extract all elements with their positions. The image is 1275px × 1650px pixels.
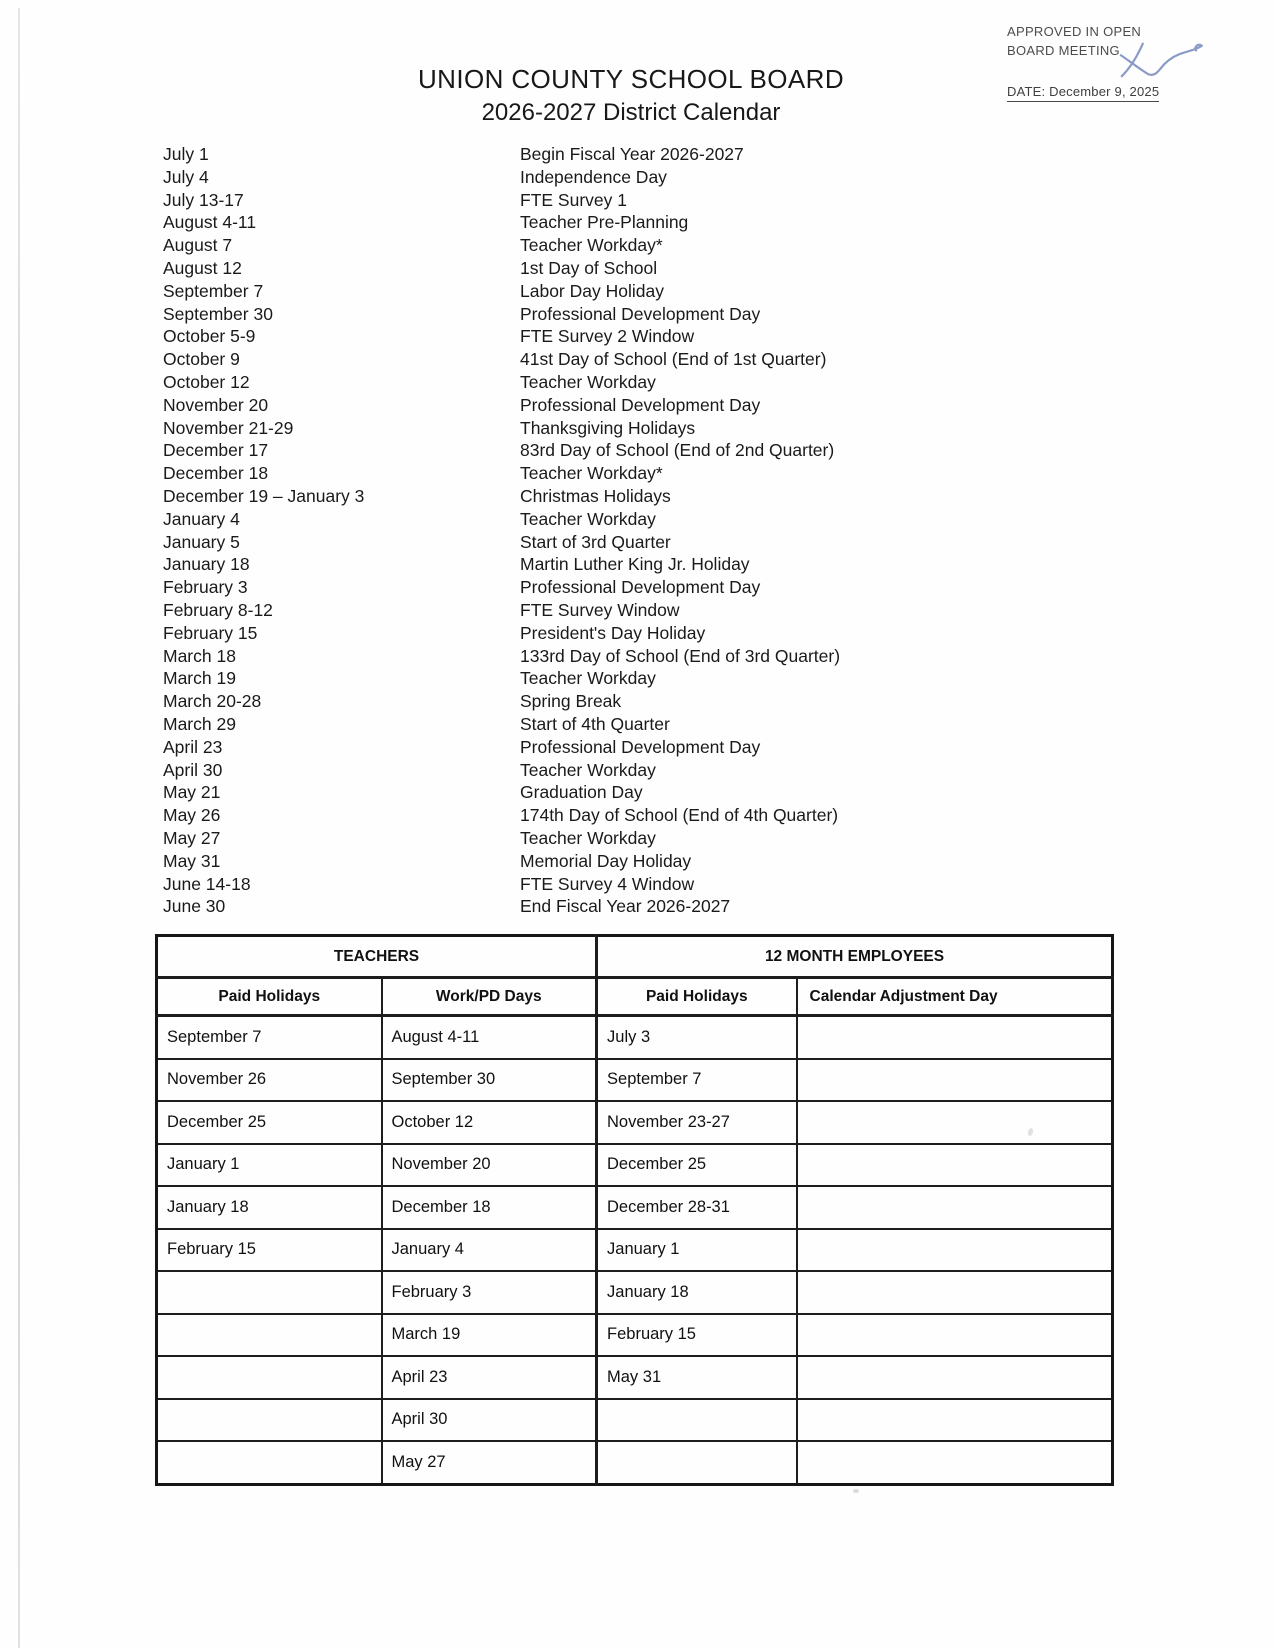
calendar-row (163, 622, 840, 645)
calendar-date: May 21 (163, 782, 221, 803)
calendar-row (163, 553, 840, 576)
calendar-event: Spring Break (520, 691, 622, 712)
calendar-event: 174th Day of School (End of 4th Quarter) (520, 805, 839, 826)
cell-12mo-paid-holiday: December 25 (597, 1144, 797, 1187)
cell-12mo-paid-holiday: December 28-31 (597, 1186, 797, 1229)
calendar-event: Begin Fiscal Year 2026-2027 (520, 144, 744, 164)
table-row (157, 1016, 1113, 1059)
calendar-event: Thanksgiving Holidays (520, 417, 696, 438)
calendar-date: May 31 (163, 850, 221, 871)
calendar-event: Martin Luther King Jr. Holiday (520, 554, 750, 575)
scan-speck-artifact (853, 1489, 859, 1493)
cell-calendar-adjustment-day (797, 1399, 1113, 1442)
calendar-event: 1st Day of School (520, 257, 658, 278)
calendar-event: 41st Day of School (End of 1st Quarter) (520, 349, 827, 370)
calendar-row (163, 736, 840, 759)
calendar-event: Professional Development Day (520, 736, 761, 757)
cell-teachers-work-pd-day: January 4 (382, 1229, 597, 1272)
col-header-work-pd-days: Work/PD Days (382, 978, 597, 1016)
calendar-event: Memorial Day Holiday (520, 850, 692, 871)
calendar-event: Professional Development Day (520, 577, 761, 598)
calendar-row (163, 827, 840, 850)
cell-teachers-work-pd-day: December 18 (382, 1186, 597, 1229)
scan-edge-artifact (18, 8, 20, 1648)
calendar-row (163, 143, 840, 166)
calendar-row (163, 394, 840, 417)
cell-12mo-paid-holiday: November 23-27 (597, 1101, 797, 1144)
calendar-row (163, 895, 840, 918)
table-group-teachers: TEACHERS (157, 936, 597, 978)
calendar-row (163, 257, 840, 280)
approval-date: DATE: December 9, 2025 (1007, 84, 1159, 102)
calendar-date: July 1 (163, 144, 209, 164)
calendar-date: July 13-17 (163, 189, 244, 210)
col-header-teachers-paid-holidays: Paid Holidays (157, 978, 382, 1016)
cell-calendar-adjustment-day (797, 1229, 1113, 1272)
calendar-event: Teacher Workday (520, 371, 656, 392)
table-column-header-row (157, 978, 1113, 1016)
cell-calendar-adjustment-day (797, 1101, 1113, 1144)
calendar-event: Christmas Holidays (520, 485, 671, 506)
cell-12mo-paid-holiday: May 31 (597, 1356, 797, 1399)
calendar-row (163, 873, 840, 896)
calendar-event: Teacher Workday* (520, 463, 663, 484)
calendar-event: 83rd Day of School (End of 2nd Quarter) (520, 440, 835, 461)
calendar-date: January 5 (163, 531, 240, 552)
cell-teachers-paid-holiday: December 25 (157, 1101, 382, 1144)
calendar-row (163, 417, 840, 440)
cell-teachers-paid-holiday (157, 1356, 382, 1399)
approval-line-2: BOARD MEETING (1007, 43, 1120, 58)
calendar-event: Start of 4th Quarter (520, 713, 670, 734)
calendar-date: November 21-29 (163, 417, 294, 438)
calendar-row (163, 804, 840, 827)
calendar-date: June 30 (163, 896, 226, 917)
table-row (157, 1144, 1113, 1187)
calendar-date: May 27 (163, 827, 221, 848)
calendar-event: President's Day Holiday (520, 622, 706, 643)
calendar-event: 133rd Day of School (End of 3rd Quarter) (520, 645, 841, 666)
calendar-event: Teacher Workday (520, 759, 656, 780)
document-title (0, 64, 1262, 127)
calendar-date: September 7 (163, 280, 264, 301)
cell-teachers-paid-holiday (157, 1399, 382, 1442)
table-row (157, 1271, 1113, 1314)
calendar-row (163, 576, 840, 599)
cell-12mo-paid-holiday: January 1 (597, 1229, 797, 1272)
cell-teachers-work-pd-day: November 20 (382, 1144, 597, 1187)
col-header-calendar-adjustment-day: Calendar Adjustment Day (797, 978, 1113, 1016)
calendar-event: FTE Survey 2 Window (520, 326, 695, 347)
calendar-date: March 20-28 (163, 691, 262, 712)
calendar-date: August 7 (163, 235, 233, 256)
calendar-event: Teacher Workday (520, 668, 656, 689)
cell-teachers-paid-holiday (157, 1314, 382, 1357)
calendar-row (163, 690, 840, 713)
cell-12mo-paid-holiday (597, 1441, 797, 1484)
calendar-event: Labor Day Holiday (520, 280, 664, 301)
cell-teachers-paid-holiday: February 15 (157, 1229, 382, 1272)
cell-calendar-adjustment-day (797, 1314, 1113, 1357)
table-row (157, 1399, 1113, 1442)
table-body (157, 1016, 1113, 1485)
calendar-row (163, 645, 840, 668)
cell-12mo-paid-holiday: September 7 (597, 1059, 797, 1102)
cell-teachers-paid-holiday (157, 1441, 382, 1484)
cell-teachers-work-pd-day: April 30 (382, 1399, 597, 1442)
calendar-date: August 4-11 (163, 212, 257, 233)
approval-line-1: APPROVED IN OPEN (1007, 24, 1142, 39)
calendar-event: FTE Survey 4 Window (520, 873, 695, 894)
calendar-row (163, 211, 840, 234)
calendar-event: Teacher Workday* (520, 235, 663, 256)
cell-teachers-work-pd-day: September 30 (382, 1059, 597, 1102)
calendar-row (163, 371, 840, 394)
cell-teachers-paid-holiday: January 18 (157, 1186, 382, 1229)
calendar-date: March 18 (163, 645, 236, 666)
table-row (157, 1186, 1113, 1229)
calendar-date: October 12 (163, 371, 250, 392)
calendar-date: January 18 (163, 554, 250, 575)
calendar-row (163, 189, 840, 212)
calendar-date: December 17 (163, 440, 269, 461)
calendar-date: August 12 (163, 257, 242, 278)
employee-days-table (155, 934, 1114, 1486)
cell-teachers-work-pd-day: August 4-11 (382, 1016, 597, 1059)
cell-12mo-paid-holiday: July 3 (597, 1016, 797, 1059)
calendar-event: Professional Development Day (520, 303, 761, 324)
cell-teachers-work-pd-day: February 3 (382, 1271, 597, 1314)
calendar-row (163, 508, 840, 531)
calendar-row (163, 348, 840, 371)
calendar-event: Start of 3rd Quarter (520, 531, 671, 552)
cell-teachers-paid-holiday: September 7 (157, 1016, 382, 1059)
calendar-date: April 23 (163, 736, 223, 757)
table-row (157, 1101, 1113, 1144)
col-header-12mo-paid-holidays: Paid Holidays (597, 978, 797, 1016)
calendar-date: October 5-9 (163, 326, 256, 347)
calendar-date: October 9 (163, 349, 240, 370)
table-group-header-row (157, 936, 1113, 978)
cell-12mo-paid-holiday: January 18 (597, 1271, 797, 1314)
calendar-date: February 15 (163, 622, 258, 643)
calendar-row (163, 531, 840, 554)
calendar-row (163, 325, 840, 348)
cell-teachers-work-pd-day: March 19 (382, 1314, 597, 1357)
calendar-row (163, 713, 840, 736)
calendar-row (163, 759, 840, 782)
cell-teachers-paid-holiday: January 1 (157, 1144, 382, 1187)
calendar-event: End Fiscal Year 2026-2027 (520, 896, 731, 917)
calendar-event: Teacher Workday (520, 508, 656, 529)
cell-teachers-paid-holiday (157, 1271, 382, 1314)
calendar-date: June 14-18 (163, 873, 251, 894)
calendar-row (163, 781, 840, 804)
calendar-row (163, 599, 840, 622)
title-line-1: UNION COUNTY SCHOOL BOARD (417, 64, 845, 94)
calendar-row (163, 667, 840, 690)
calendar-row (163, 850, 840, 873)
title-line-2: 2026-2027 District Calendar (481, 99, 781, 126)
calendar-list (163, 143, 840, 918)
calendar-date: March 19 (163, 668, 236, 689)
calendar-event: Teacher Workday (520, 827, 656, 848)
calendar-event: FTE Survey 1 (520, 189, 627, 210)
table-row (157, 1441, 1113, 1484)
cell-teachers-paid-holiday: November 26 (157, 1059, 382, 1102)
cell-calendar-adjustment-day (797, 1016, 1113, 1059)
calendar-date: January 4 (163, 508, 240, 529)
calendar-row (163, 234, 840, 257)
calendar-date: February 8-12 (163, 599, 273, 620)
calendar-date: December 19 – January 3 (163, 485, 365, 506)
calendar-event: FTE Survey Window (520, 599, 680, 620)
calendar-event: Independence Day (520, 166, 667, 187)
cell-calendar-adjustment-day (797, 1356, 1113, 1399)
calendar-row (163, 303, 840, 326)
calendar-date: May 26 (163, 805, 221, 826)
calendar-event: Professional Development Day (520, 394, 761, 415)
calendar-date: February 3 (163, 577, 248, 598)
cell-calendar-adjustment-day (797, 1186, 1113, 1229)
cell-teachers-work-pd-day: April 23 (382, 1356, 597, 1399)
calendar-row (163, 485, 840, 508)
calendar-row (163, 166, 840, 189)
cell-calendar-adjustment-day (797, 1271, 1113, 1314)
calendar-date: April 30 (163, 759, 223, 780)
calendar-date: November 20 (163, 394, 269, 415)
table-row (157, 1059, 1113, 1102)
cell-12mo-paid-holiday: February 15 (597, 1314, 797, 1357)
calendar-date: March 29 (163, 713, 236, 734)
calendar-date: July 4 (163, 166, 209, 187)
cell-calendar-adjustment-day (797, 1059, 1113, 1102)
cell-calendar-adjustment-day (797, 1441, 1113, 1484)
table-group-12-month-employees: 12 MONTH EMPLOYEES (597, 936, 1113, 978)
calendar-event: Graduation Day (520, 782, 643, 803)
calendar-row (163, 280, 840, 303)
table-row (157, 1314, 1113, 1357)
calendar-row (163, 462, 840, 485)
cell-12mo-paid-holiday (597, 1399, 797, 1442)
table-row (157, 1356, 1113, 1399)
calendar-row (163, 439, 840, 462)
cell-teachers-work-pd-day: October 12 (382, 1101, 597, 1144)
calendar-date: September 30 (163, 303, 273, 324)
cell-calendar-adjustment-day (797, 1144, 1113, 1187)
calendar-date: December 18 (163, 463, 269, 484)
table-row (157, 1229, 1113, 1272)
calendar-event: Teacher Pre-Planning (520, 212, 689, 233)
cell-teachers-work-pd-day: May 27 (382, 1441, 597, 1484)
